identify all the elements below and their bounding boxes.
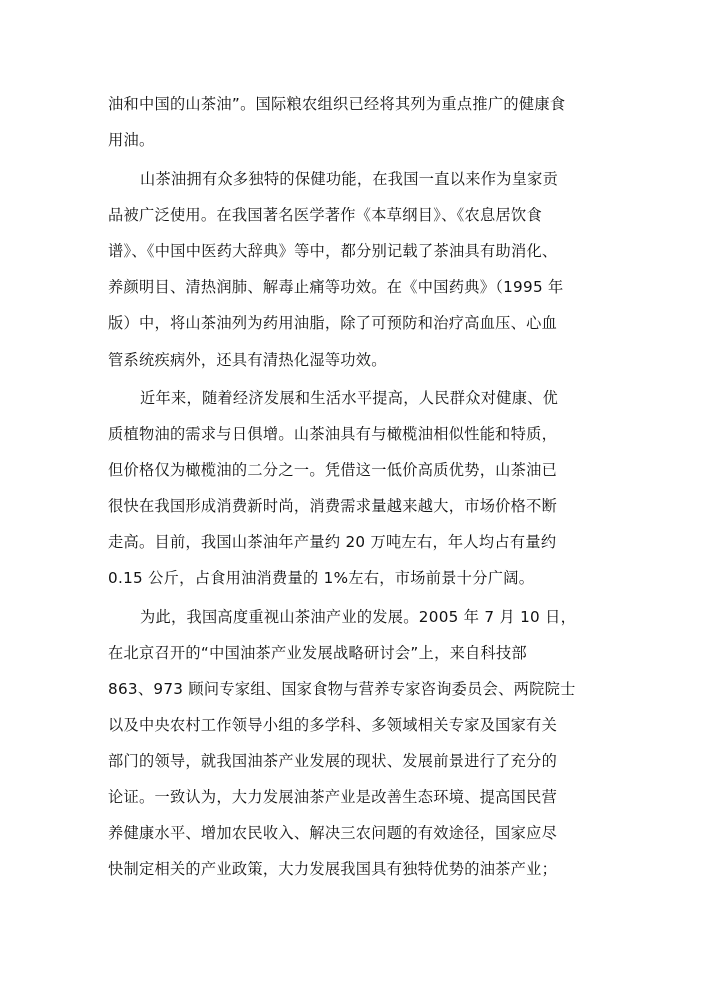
paragraph-3-line-4: 很快在我国形成消费新时尚，消费需求量越来越大，市场价格不断 bbox=[108, 497, 558, 515]
paragraph-3-line-1: 近年来，随着经济发展和生活水平提高，人民群众对健康、优 bbox=[140, 389, 559, 407]
paragraph-4-line-7: 养健康水平、增加农民收入、解决三农问题的有效途径，国家应尽 bbox=[108, 824, 558, 842]
paragraph-3-line-3: 但价格仅为橄榄油的二分之一。凭借这一低价高质优势，山茶油已 bbox=[108, 461, 558, 479]
paragraph-2-line-3: 谱》、《中国中医药大辞典》等中，都分别记载了茶油具有助消化、 bbox=[108, 242, 558, 260]
paragraph-3-line-2: 质植物油的需求与日俱增。山茶油具有与橄榄油相似性能和特质， bbox=[108, 425, 558, 443]
paragraph-4-line-8: 快制定相关的产业政策，大力发展我国具有独特优势的油茶产业； bbox=[108, 860, 558, 878]
paragraph-1-line-2: 用油。 bbox=[108, 131, 155, 149]
paragraph-4-line-2: 在北京召开的“中国油茶产业发展战略研讨会”上，来自科技部 bbox=[108, 644, 528, 662]
paragraph-3-line-5: 走高。目前，我国山茶油年产量约 20 万吨左右，年人均占有量约 bbox=[108, 533, 557, 551]
paragraph-2-line-6: 管系统疾病外，还具有清热化湿等功效。 bbox=[108, 351, 387, 369]
paragraph-1-line-1: 油和中国的山茶油”。国际粮农组织已经将其列为重点推广的健康食 bbox=[108, 95, 566, 113]
paragraph-2-line-2: 品被广泛使用。在我国著名医学著作《本草纲目》、《农息居饮食 bbox=[108, 206, 542, 224]
paragraph-4-line-5: 部门的领导，就我国油茶产业发展的现状、发展前景进行了充分的 bbox=[108, 752, 558, 770]
paragraph-2-line-5: 版）中，将山茶油列为药用油脂，除了可预防和治疗高血压、心血 bbox=[108, 314, 558, 332]
paragraph-4-line-6: 论证。一致认为，大力发展油茶产业是改善生态环境、提高国民营 bbox=[108, 788, 558, 806]
paragraph-2-line-4: 养颜明目、清热润肺、解毒止痛等功效。在《中国药典》（1995 年 bbox=[108, 278, 564, 296]
paragraph-4-line-4: 以及中央农村工作领导小组的多学科、多领域相关专家及国家有关 bbox=[108, 716, 558, 734]
paragraph-3-line-6: 0.15 公斤，占食用油消费量的 1%左右，市场前景十分广阔。 bbox=[108, 569, 535, 587]
paragraph-4-line-1: 为此，我国高度重视山茶油产业的发展。2005 年 7 月 10 日， bbox=[140, 608, 577, 626]
paragraph-4-line-3: 863、973 顾问专家组、国家食物与营养专家咨询委员会、两院院士 bbox=[108, 680, 576, 698]
paragraph-2-line-1: 山茶油拥有众多独特的保健功能，在我国一直以来作为皇家贡 bbox=[140, 170, 559, 188]
